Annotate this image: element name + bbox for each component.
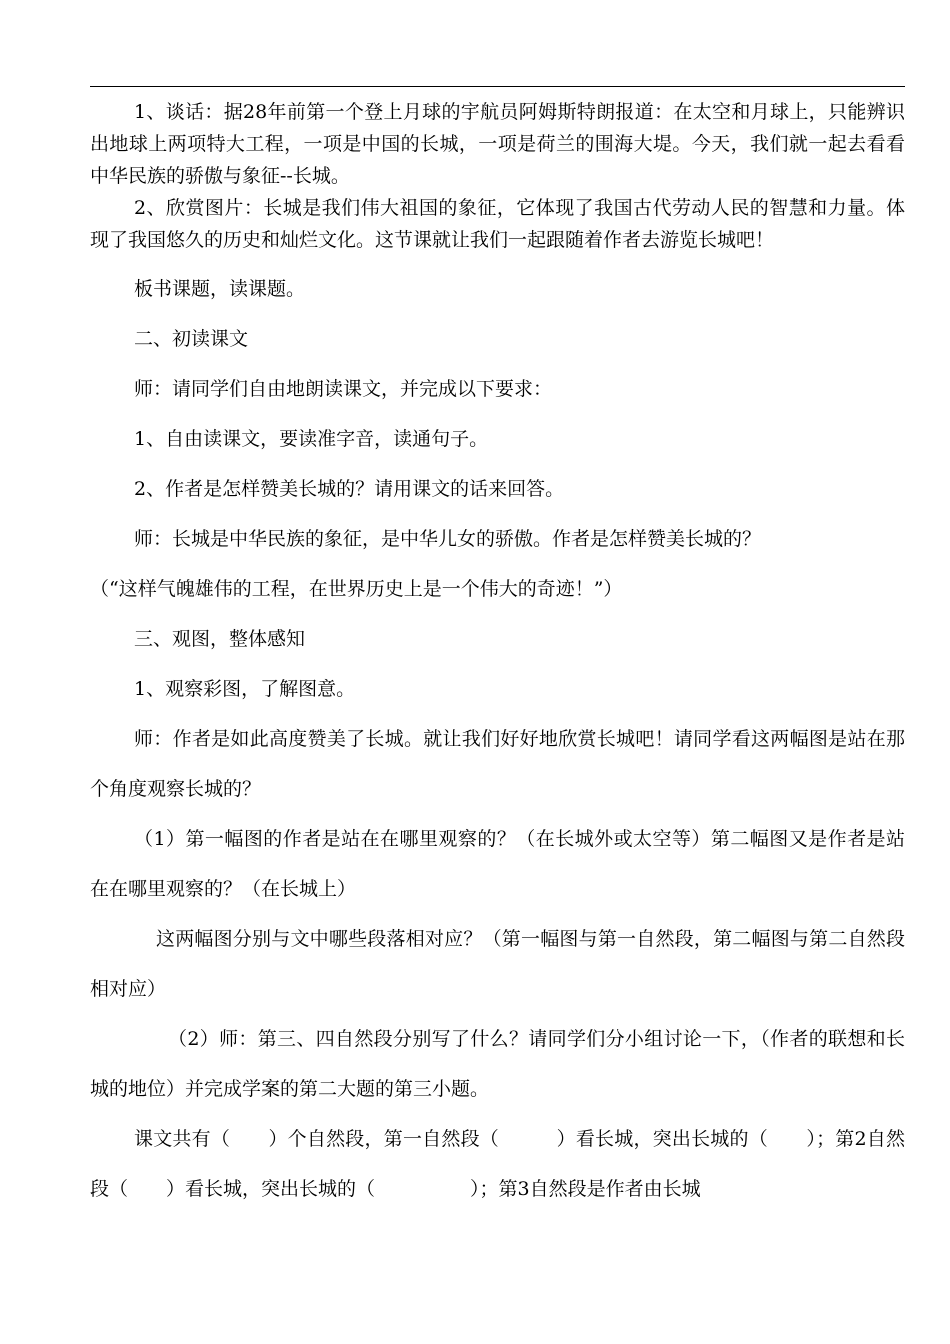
- paragraph-group-discussion: （2）师：第三、四自然段分别写了什么？请同学们分小组讨论一下，（作者的联想和长城的地位）并完成学案的第二大题的第三小题。: [90, 1028, 905, 1100]
- paragraph-first-picture: （1）第一幅图的作者是站在在哪里观察的？（在长城外或太空等）第二幅图又是作者是站在在哪里观察的？（在长城上）: [90, 828, 905, 900]
- document-body: [90, 96, 905, 1214]
- paragraph-teacher-question: 师：长城是中华民族的象征，是中华儿女的骄傲。作者是怎样赞美长城的？: [134, 528, 762, 550]
- paragraph-talk: 1、谈话：据28年前第一个登上月球的宇航员阿姆斯特朗报道：在太空和月球上，只能辨识出地球上两项特大工程，一项是中国的长城，一项是荷兰的围海大堤。今天，我们就一起去看看中华民族的骄傲与象征--长城。: [90, 101, 905, 187]
- section-heading-observe: 三、观图，整体感知: [134, 628, 306, 650]
- paragraph-quote-answer: （“这样气魄雄伟的工程，在世界历史上是一个伟大的奇迹！”）: [90, 578, 623, 600]
- paragraph-teacher-instruction: 师：请同学们自由地朗读课文，并完成以下要求：: [134, 378, 553, 400]
- section-heading-first-reading: 二、初读课文: [134, 328, 249, 350]
- paragraph-pictures-correspond: 这两幅图分别与文中哪些段落相对应？（第一幅图与第一自然段，第二幅图与第二自然段相对应）: [90, 928, 905, 1000]
- header-rule: [90, 86, 905, 87]
- list-item-read-freely: 1、自由读课文，要读准字音，读通句子。: [134, 428, 489, 450]
- paragraph-teacher-appreciate: 师：作者是如此高度赞美了长城。就让我们好好地欣赏长城吧！请同学看这两幅图是站在那个角度观察长城的？: [90, 728, 905, 800]
- paragraph-board-title: 板书课题，读课题。: [134, 278, 306, 300]
- paragraph-fill-in-blanks: 课文共有（ ）个自然段，第一自然段（ ）看长城，突出长城的（ ）；第2自然段（ ）看长城，突出长城的（ ）；第3自然段是作者由长城: [90, 1128, 905, 1200]
- paragraph-pictures: 2、欣赏图片：长城是我们伟大祖国的象征，它体现了我国古代劳动人民的智慧和力量。体现了我国悠久的历史和灿烂文化。这节课就让我们一起跟随着作者去游览长城吧！: [90, 197, 905, 251]
- list-item-how-praise: 2、作者是怎样赞美长城的？请用课文的话来回答。: [134, 478, 565, 500]
- list-item-observe-pictures: 1、观察彩图，了解图意。: [134, 678, 356, 700]
